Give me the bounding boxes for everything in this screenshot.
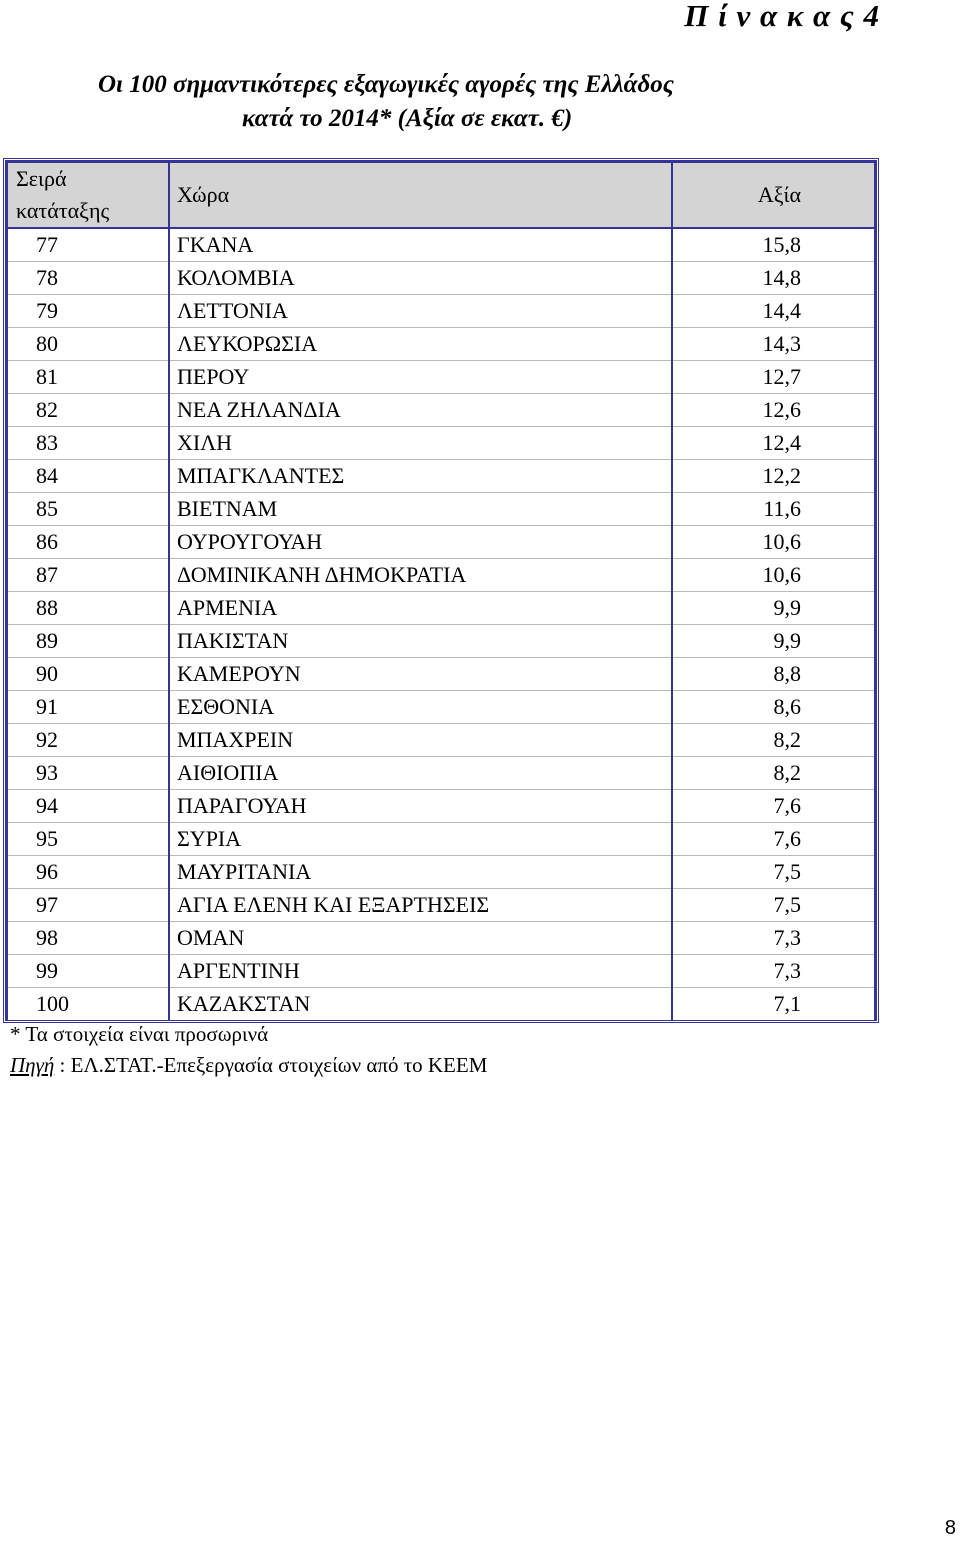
cell-rank: 85 — [7, 493, 169, 526]
cell-value: 7,5 — [672, 889, 875, 922]
table-row — [7, 228, 875, 262]
table-row — [7, 526, 875, 559]
table-row — [7, 790, 875, 823]
table-row — [7, 757, 875, 790]
export-markets-table-grid — [6, 161, 876, 1020]
table-row — [7, 889, 875, 922]
cell-value: 14,4 — [672, 295, 875, 328]
cell-country: ΜΠΑΓΚΛΑΝΤΕΣ — [169, 460, 672, 493]
cell-rank: 98 — [7, 922, 169, 955]
cell-value: 14,3 — [672, 328, 875, 361]
cell-rank: 84 — [7, 460, 169, 493]
cell-country: ΝΕΑ ΖΗΛΑΝΔΙΑ — [169, 394, 672, 427]
source-text: : ΕΛ.ΣΤΑΤ.-Επεξεργασία στοιχείων από το ΚΕΕΜ — [54, 1053, 488, 1077]
cell-rank: 90 — [7, 658, 169, 691]
header-country: Χώρα — [169, 162, 672, 228]
cell-value: 12,7 — [672, 361, 875, 394]
cell-rank: 94 — [7, 790, 169, 823]
cell-value: 8,2 — [672, 757, 875, 790]
table-row — [7, 658, 875, 691]
cell-country: ΚΑΜΕΡΟΥΝ — [169, 658, 672, 691]
cell-country: ΕΣΘΟΝΙΑ — [169, 691, 672, 724]
cell-rank: 97 — [7, 889, 169, 922]
table-row — [7, 328, 875, 361]
cell-rank: 89 — [7, 625, 169, 658]
cell-value: 7,3 — [672, 955, 875, 988]
table-row — [7, 625, 875, 658]
table-row — [7, 922, 875, 955]
cell-value: 10,6 — [672, 559, 875, 592]
cell-country: ΑΙΘΙΟΠΙΑ — [169, 757, 672, 790]
cell-country: ΑΓΙΑ ΕΛΕΝΗ ΚΑΙ ΕΞΑΡΤΗΣΕΙΣ — [169, 889, 672, 922]
footnote: * Τα στοιχεία είναι προσωρινά — [10, 1022, 269, 1046]
table-row — [7, 823, 875, 856]
cell-rank: 86 — [7, 526, 169, 559]
source-label: Πηγή — [10, 1053, 55, 1077]
cell-country: ΒΙΕΤΝΑΜ — [169, 493, 672, 526]
cell-rank: 96 — [7, 856, 169, 889]
cell-value: 8,2 — [672, 724, 875, 757]
table-row — [7, 262, 875, 295]
table-row — [7, 394, 875, 427]
source-note — [10, 1051, 487, 1079]
cell-rank: 99 — [7, 955, 169, 988]
cell-country: ΟΜΑΝ — [169, 922, 672, 955]
cell-value: 9,9 — [672, 592, 875, 625]
cell-value: 12,6 — [672, 394, 875, 427]
cell-rank: 82 — [7, 394, 169, 427]
cell-value: 7,6 — [672, 823, 875, 856]
cell-value: 7,3 — [672, 922, 875, 955]
cell-country: ΠΑΡΑΓΟΥΑΗ — [169, 790, 672, 823]
table-row — [7, 460, 875, 493]
cell-rank: 80 — [7, 328, 169, 361]
table-row — [7, 592, 875, 625]
cell-country: ΧΙΛΗ — [169, 427, 672, 460]
cell-value: 12,2 — [672, 460, 875, 493]
cell-value: 8,6 — [672, 691, 875, 724]
cell-country: ΠΕΡΟΥ — [169, 361, 672, 394]
cell-value: 8,8 — [672, 658, 875, 691]
cell-value: 7,1 — [672, 988, 875, 1021]
cell-value: 10,6 — [672, 526, 875, 559]
table-body — [7, 228, 875, 1020]
cell-country: ΚΑΖΑΚΣΤΑΝ — [169, 988, 672, 1021]
table-row — [7, 559, 875, 592]
table-row — [7, 295, 875, 328]
cell-country: ΑΡΜΕΝΙΑ — [169, 592, 672, 625]
cell-value: 15,8 — [672, 228, 875, 262]
table-row — [7, 361, 875, 394]
page-title: Π ί ν α κ α ς 4 — [684, 0, 880, 33]
cell-country: ΔΟΜΙΝΙΚΑΝΗ ΔΗΜΟΚΡΑΤΙΑ — [169, 559, 672, 592]
cell-value: 7,6 — [672, 790, 875, 823]
cell-rank: 77 — [7, 228, 169, 262]
cell-rank: 91 — [7, 691, 169, 724]
table-subtitle-line1: Οι 100 σημαντικότερες εξαγωγικές αγορές της Ελλάδος — [98, 71, 674, 98]
cell-country: ΚΟΛΟΜΒΙΑ — [169, 262, 672, 295]
header-rank-line2: κατάταξης — [16, 198, 110, 223]
table-row — [7, 724, 875, 757]
table-row — [7, 427, 875, 460]
header-value: Αξία — [672, 162, 875, 228]
cell-rank: 81 — [7, 361, 169, 394]
page-number: 8 — [944, 1517, 956, 1539]
cell-rank: 87 — [7, 559, 169, 592]
cell-value: 7,5 — [672, 856, 875, 889]
cell-country: ΜΑΥΡΙΤΑΝΙΑ — [169, 856, 672, 889]
cell-rank: 83 — [7, 427, 169, 460]
cell-value: 14,8 — [672, 262, 875, 295]
table-header-row — [7, 162, 875, 228]
cell-value: 11,6 — [672, 493, 875, 526]
table-header — [7, 162, 875, 228]
table-row — [7, 988, 875, 1021]
cell-country: ΓΚΑΝΑ — [169, 228, 672, 262]
header-rank-line1: Σειρά — [16, 166, 67, 191]
table-row — [7, 856, 875, 889]
export-markets-table — [3, 158, 879, 1023]
cell-rank: 95 — [7, 823, 169, 856]
table-row — [7, 691, 875, 724]
cell-rank: 78 — [7, 262, 169, 295]
cell-country: ΣΥΡΙΑ — [169, 823, 672, 856]
table-subtitle-line2: κατά το 2014* (Αξία σε εκατ. €) — [242, 105, 573, 132]
cell-value: 12,4 — [672, 427, 875, 460]
cell-rank: 92 — [7, 724, 169, 757]
table-row — [7, 955, 875, 988]
cell-country: ΜΠΑΧΡΕΙΝ — [169, 724, 672, 757]
cell-country: ΟΥΡΟΥΓΟΥΑΗ — [169, 526, 672, 559]
header-rank — [7, 162, 169, 228]
cell-rank: 88 — [7, 592, 169, 625]
cell-value: 9,9 — [672, 625, 875, 658]
table-row — [7, 493, 875, 526]
cell-country: ΠΑΚΙΣΤΑΝ — [169, 625, 672, 658]
cell-rank: 93 — [7, 757, 169, 790]
cell-country: ΛΕΤΤΟΝΙΑ — [169, 295, 672, 328]
cell-country: ΛΕΥΚΟΡΩΣΙΑ — [169, 328, 672, 361]
cell-country: ΑΡΓΕΝΤΙΝΗ — [169, 955, 672, 988]
cell-rank: 100 — [7, 988, 169, 1021]
cell-rank: 79 — [7, 295, 169, 328]
